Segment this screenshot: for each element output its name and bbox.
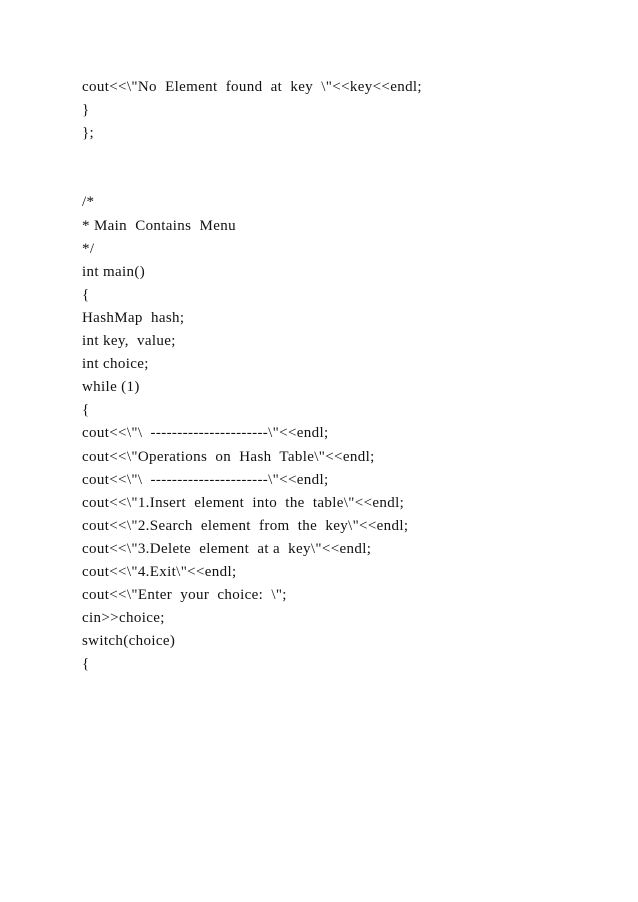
code-line: /* — [82, 194, 95, 211]
code-line: { — [82, 402, 90, 419]
code-line: cout<<\"Operations on Hash Table\"<<endl; — [82, 448, 375, 465]
code-line: HashMap hash; — [82, 309, 185, 326]
code-line: cout<<\"Enter your choice: \"; — [82, 587, 287, 604]
code-line: } — [82, 102, 90, 119]
code-line: { — [82, 656, 90, 673]
blank-line — [82, 168, 422, 191]
code-line: }; — [82, 125, 95, 142]
blank-line — [82, 145, 422, 168]
code-line: cout<<\"3.Delete element at a key\"<<endl; — [82, 540, 372, 557]
code-line: int key, value; — [82, 333, 176, 350]
code-line: cin>>choice; — [82, 610, 165, 627]
code-line: * Main Contains Menu — [82, 217, 236, 234]
code-line: cout<<\"\ ----------------------\"<<endl; — [82, 425, 329, 442]
code-line: cout<<\"No Element found at key \"<<key<<endl; — [82, 79, 422, 95]
code-line: { — [82, 286, 90, 303]
code-line: switch(choice) — [82, 633, 176, 650]
code-line: cout<<\"\ ----------------------\"<<endl; — [82, 471, 329, 488]
code-line: cout<<\"4.Exit\"<<endl; — [82, 563, 237, 580]
code-line: while (1) — [82, 379, 140, 396]
code-line: cout<<\"1.Insert element into the table\"<<endl; — [82, 494, 405, 511]
code-line: */ — [82, 240, 95, 257]
code-line: int choice; — [82, 356, 149, 373]
code-line: int main() — [82, 263, 146, 280]
code-listing — [82, 76, 422, 676]
code-line: cout<<\"2.Search element from the key\"<<endl; — [82, 517, 409, 534]
